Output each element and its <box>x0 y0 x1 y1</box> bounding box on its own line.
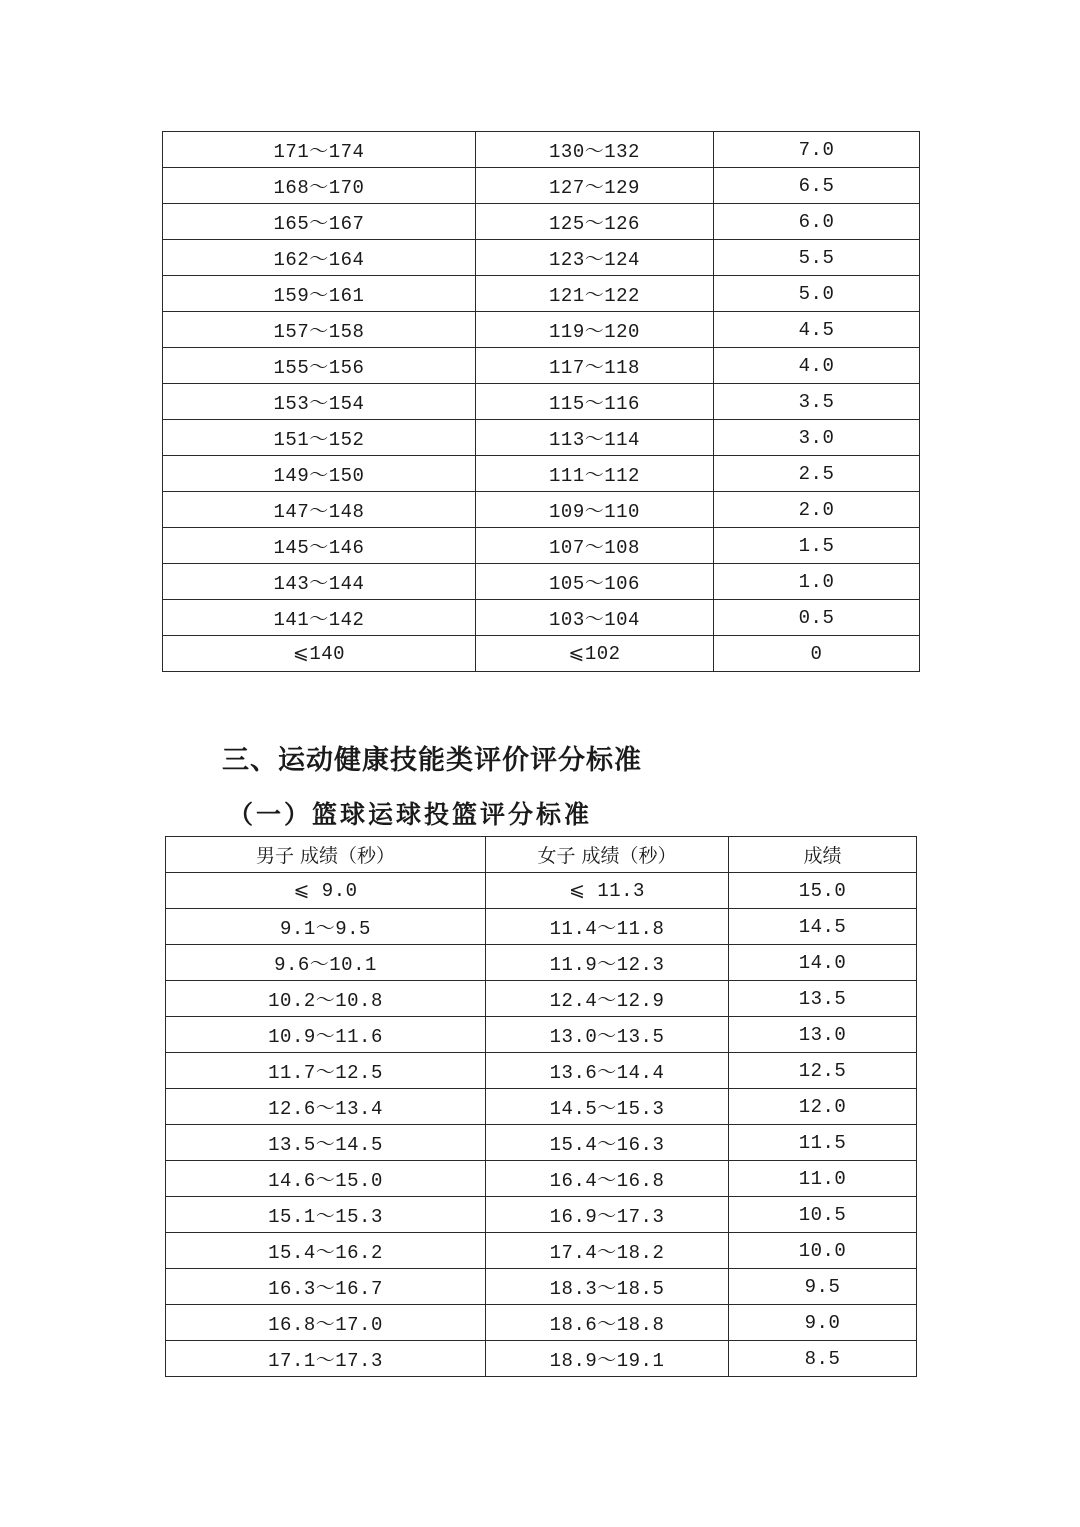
male-range-cell: 145～146 <box>163 528 476 564</box>
score-cell: 10.0 <box>729 1233 917 1269</box>
female-header-cell: 女子 成绩（秒） <box>486 837 729 873</box>
female-time-cell: 16.9～17.3 <box>486 1197 729 1233</box>
table-row <box>163 276 920 312</box>
female-range-cell: 105～106 <box>476 564 714 600</box>
score-cell: 11.0 <box>729 1161 917 1197</box>
table-row <box>166 873 917 909</box>
male-time-cell: 12.6～13.4 <box>166 1089 486 1125</box>
table-header-row <box>166 837 917 873</box>
score-cell: 13.5 <box>729 981 917 1017</box>
male-range-cell: 151～152 <box>163 420 476 456</box>
section-heading: 三、运动健康技能类评价评分标准 <box>222 745 642 776</box>
score-cell: 13.0 <box>729 1017 917 1053</box>
male-time-cell: 10.9～11.6 <box>166 1017 486 1053</box>
female-range-cell: 109～110 <box>476 492 714 528</box>
female-time-cell: 15.4～16.3 <box>486 1125 729 1161</box>
score-cell: 5.5 <box>714 240 920 276</box>
table-row <box>163 636 920 672</box>
table-row <box>166 945 917 981</box>
table-row <box>163 204 920 240</box>
table-row <box>163 348 920 384</box>
male-header-cell: 男子 成绩（秒） <box>166 837 486 873</box>
score-header-cell: 成绩 <box>729 837 917 873</box>
female-range-cell: 119～120 <box>476 312 714 348</box>
score-cell: 7.0 <box>714 132 920 168</box>
score-cell: 0.5 <box>714 600 920 636</box>
female-range-cell: 107～108 <box>476 528 714 564</box>
female-time-cell: 13.0～13.5 <box>486 1017 729 1053</box>
male-range-cell: 162～164 <box>163 240 476 276</box>
score-cell: 3.0 <box>714 420 920 456</box>
score-cell: 3.5 <box>714 384 920 420</box>
table-row <box>163 168 920 204</box>
score-cell: 5.0 <box>714 276 920 312</box>
male-range-cell: 168～170 <box>163 168 476 204</box>
female-time-cell: 11.4～11.8 <box>486 909 729 945</box>
score-cell: 14.5 <box>729 909 917 945</box>
score-cell: 2.0 <box>714 492 920 528</box>
score-cell: 2.5 <box>714 456 920 492</box>
table-row <box>163 456 920 492</box>
male-time-cell: 9.1～9.5 <box>166 909 486 945</box>
score-cell: 15.0 <box>729 873 917 909</box>
table-row <box>166 1197 917 1233</box>
male-time-cell: 14.6～15.0 <box>166 1161 486 1197</box>
score-cell: 6.5 <box>714 168 920 204</box>
male-range-cell: 141～142 <box>163 600 476 636</box>
score-cell: 14.0 <box>729 945 917 981</box>
female-time-cell: 18.9～19.1 <box>486 1341 729 1377</box>
male-time-cell: 16.3～16.7 <box>166 1269 486 1305</box>
female-time-cell: 18.3～18.5 <box>486 1269 729 1305</box>
score-cell: 12.5 <box>729 1053 917 1089</box>
table-row <box>166 1341 917 1377</box>
score-cell: 4.5 <box>714 312 920 348</box>
table-row <box>166 1233 917 1269</box>
table-row <box>163 132 920 168</box>
female-time-cell: 11.9～12.3 <box>486 945 729 981</box>
table-row <box>163 528 920 564</box>
male-range-cell: 159～161 <box>163 276 476 312</box>
score-cell: 12.0 <box>729 1089 917 1125</box>
male-time-cell: ⩽ 9.0 <box>166 873 486 909</box>
table-row <box>166 1089 917 1125</box>
female-range-cell: 113～114 <box>476 420 714 456</box>
male-range-cell: 149～150 <box>163 456 476 492</box>
table-row <box>166 1125 917 1161</box>
female-range-cell: 123～124 <box>476 240 714 276</box>
female-range-cell: 111～112 <box>476 456 714 492</box>
male-range-cell: 143～144 <box>163 564 476 600</box>
female-time-cell: 18.6～18.8 <box>486 1305 729 1341</box>
female-time-cell: 14.5～15.3 <box>486 1089 729 1125</box>
male-time-cell: 16.8～17.0 <box>166 1305 486 1341</box>
male-range-cell: 171～174 <box>163 132 476 168</box>
score-cell: 1.0 <box>714 564 920 600</box>
female-time-cell: 16.4～16.8 <box>486 1161 729 1197</box>
score-cell: 0 <box>714 636 920 672</box>
male-time-cell: 10.2～10.8 <box>166 981 486 1017</box>
score-cell: 11.5 <box>729 1125 917 1161</box>
table-row <box>166 909 917 945</box>
score-cell: 4.0 <box>714 348 920 384</box>
score-table-continued <box>162 131 920 672</box>
female-range-cell: 117～118 <box>476 348 714 384</box>
female-time-cell: 12.4～12.9 <box>486 981 729 1017</box>
basketball-score-table <box>165 836 917 1377</box>
score-cell: 9.5 <box>729 1269 917 1305</box>
score-cell: 6.0 <box>714 204 920 240</box>
male-range-cell: 147～148 <box>163 492 476 528</box>
female-time-cell: 13.6～14.4 <box>486 1053 729 1089</box>
female-range-cell: 125～126 <box>476 204 714 240</box>
female-range-cell: 130～132 <box>476 132 714 168</box>
table-row <box>166 1161 917 1197</box>
female-range-cell: 103～104 <box>476 600 714 636</box>
female-time-cell: 17.4～18.2 <box>486 1233 729 1269</box>
female-range-cell: 121～122 <box>476 276 714 312</box>
male-time-cell: 17.1～17.3 <box>166 1341 486 1377</box>
male-range-cell: ⩽140 <box>163 636 476 672</box>
table-row <box>163 240 920 276</box>
male-time-cell: 15.1～15.3 <box>166 1197 486 1233</box>
table-row <box>166 981 917 1017</box>
male-time-cell: 13.5～14.5 <box>166 1125 486 1161</box>
male-range-cell: 157～158 <box>163 312 476 348</box>
female-range-cell: 127～129 <box>476 168 714 204</box>
table-row <box>163 384 920 420</box>
male-range-cell: 155～156 <box>163 348 476 384</box>
male-range-cell: 165～167 <box>163 204 476 240</box>
table-row <box>166 1305 917 1341</box>
table-row <box>166 1053 917 1089</box>
table-row <box>163 312 920 348</box>
sub-heading: （一）篮球运球投篮评分标准 <box>228 800 593 829</box>
table-row <box>163 564 920 600</box>
male-time-cell: 11.7～12.5 <box>166 1053 486 1089</box>
score-cell: 9.0 <box>729 1305 917 1341</box>
female-range-cell: 115～116 <box>476 384 714 420</box>
score-cell: 1.5 <box>714 528 920 564</box>
female-time-cell: ⩽ 11.3 <box>486 873 729 909</box>
table-row <box>166 1269 917 1305</box>
male-time-cell: 9.6～10.1 <box>166 945 486 981</box>
table-row <box>163 600 920 636</box>
score-cell: 8.5 <box>729 1341 917 1377</box>
male-range-cell: 153～154 <box>163 384 476 420</box>
female-range-cell: ⩽102 <box>476 636 714 672</box>
table-row <box>163 420 920 456</box>
score-cell: 10.5 <box>729 1197 917 1233</box>
table-row <box>166 1017 917 1053</box>
table-row <box>163 492 920 528</box>
male-time-cell: 15.4～16.2 <box>166 1233 486 1269</box>
